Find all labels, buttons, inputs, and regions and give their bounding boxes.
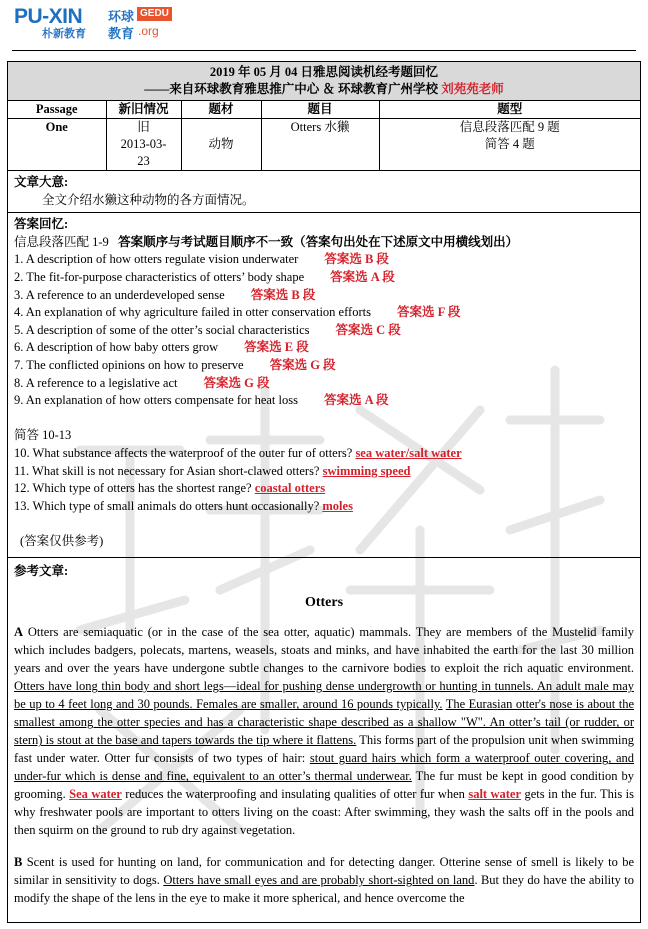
title-line1: 2019 年 05 月 04 日雅思阅读机经考题回忆 <box>209 65 439 79</box>
answer-text: swimming speed <box>322 463 411 478</box>
answers-note: (答案仅供参考) <box>20 533 104 548</box>
spacer <box>14 410 634 428</box>
meta-topic: Otters 水獭 <box>261 119 379 171</box>
answer-item-5 <box>14 322 634 340</box>
answer-text: 答案选 E 段 <box>244 340 309 355</box>
question-text: 9. An explanation of how otters compensate for heat loss <box>14 393 298 408</box>
answer-item-13 <box>14 498 634 516</box>
article-paragraph-b: B Scent is used for hunting on land, for communication and for detecting danger. Otterine sense of smell is likely to be similar in sensitivity to dogs. Otters have small eyes and are probably short-sighted on land. But they do have the ability to modify the shape of the lens in the eye to make it more spherical, and hence overcome the <box>14 855 635 906</box>
title-block <box>8 62 640 101</box>
answers-heading: 答案回忆: <box>14 217 69 232</box>
meta-table <box>8 101 640 170</box>
question-text: 6. A description of how baby otters grow <box>14 340 219 355</box>
meta-header-subject: 题材 <box>181 101 261 119</box>
puxin-logo-subtext: 朴新教育 <box>42 27 86 40</box>
summary-text: 全文介绍水獭这种动物的各方面情况。 <box>42 192 255 207</box>
part1-label: 信息段落匹配 1-9 <box>14 234 109 249</box>
answer-item-11 <box>14 463 634 481</box>
page-header <box>0 0 648 52</box>
meta-subject <box>181 119 261 171</box>
title-teacher: 刘苑苑老师 <box>441 82 504 96</box>
puxin-logo <box>14 6 98 40</box>
gedu-logo-badge: GEDU <box>137 7 172 21</box>
puxin-logo-text: PU-XIN <box>14 5 83 28</box>
article-title: Otters <box>304 595 344 611</box>
answer-item-2 <box>14 269 634 287</box>
meta-header-passage: Passage <box>8 101 106 119</box>
answer-text: 答案选 B 段 <box>250 287 316 302</box>
gedu-logo-org: .org <box>138 24 159 38</box>
question-text: 12. Which type of otters has the shortest range? <box>14 481 252 496</box>
question-text: 3. A reference to an underdeveloped sense <box>14 287 225 302</box>
answer-text: coastal otters <box>254 481 326 496</box>
meta-status <box>106 119 181 171</box>
answer-item-10 <box>14 445 634 463</box>
meta-header-type: 题型 <box>379 101 640 119</box>
document-frame <box>7 61 641 923</box>
answer-text: moles <box>322 498 353 513</box>
article-heading: 参考文章: <box>14 564 69 579</box>
meta-header-topic: 题目 <box>261 101 379 119</box>
meta-passage: One <box>8 119 106 171</box>
question-text: 11. What skill is not necessary for Asian short-clawed otters? <box>14 463 320 478</box>
answer-text: 答案选 A 段 <box>323 393 389 408</box>
answer-item-9 <box>14 392 634 410</box>
header-divider <box>12 50 636 51</box>
answer-text: 答案选 B 段 <box>324 252 389 267</box>
answer-text: 答案选 F 段 <box>396 305 461 320</box>
meta-status-line1: 旧 <box>137 120 150 134</box>
answer-item-6 <box>14 339 634 357</box>
part1-heading <box>14 234 634 252</box>
part1-note: 答案顺序与考试题目顺序不一致（答案句出处在下述原文中用横线划出） <box>118 234 519 249</box>
answer-text: 答案选 A 段 <box>330 269 395 284</box>
answers-section <box>8 212 640 557</box>
answer-text: 答案选 G 段 <box>203 375 270 390</box>
meta-subject-text: 动物 <box>208 137 234 151</box>
answer-item-12 <box>14 480 634 498</box>
article-section <box>8 557 640 922</box>
meta-status-line2: 2013-03- <box>120 137 167 151</box>
question-text: 10. What substance affects the waterproof of the outer fur of otters? <box>14 445 353 460</box>
question-text: 2. The fit-for-purpose characteristics of otters’ body shape <box>14 269 305 284</box>
spacer <box>14 515 634 533</box>
meta-type-line1: 信息段落匹配 9 题 <box>459 120 560 134</box>
title-source: ——来自环球教育雅思推广中心 ＆ 环球教育广州学校 <box>144 82 439 96</box>
meta-status-line3: 23 <box>137 154 150 168</box>
answer-item-8 <box>14 375 634 393</box>
meta-header-status: 新旧情况 <box>106 101 181 119</box>
question-text: 5. A description of some of the otter’s social characteristics <box>14 322 310 337</box>
answer-item-1 <box>14 251 634 269</box>
question-text: 13. Which type of small animals do otters hunt occasionally? <box>14 498 320 513</box>
question-text: 8. A reference to a legislative act <box>14 375 178 390</box>
answer-item-4 <box>14 304 634 322</box>
question-text: 4. An explanation of why agriculture failed in otter conservation efforts <box>14 305 371 320</box>
part2-label: 简答 10-13 <box>14 428 72 443</box>
article-paragraph-a: A Otters are semiaquatic (or in the case of the sea otter, aquatic) mammals. They are members of the Mustelid family which includes badgers, polecats, martens, weasels, stoats and minks, and have inhabited the earth for the last 30 million years and over the years have undergone subtle changes to the carnivore bodies to exploit the rich aquatic environment. Otters have long thin body and short legs—ideal for pushing dense undergrowth or hunting in tunnels. An adult male may be up to 4 feet long and 30 pounds. Females are smaller, around 16 pounds typically. The Eurasian otter's nose is about the smallest among the otter species and has a characteristic shape described as a shallow "W". An otter’s tail (or rudder, or stern) is stout at the base and tapers towards the tip where it flattens. This forms part of the propulsion unit when swimming fast under water. Otter fur consists of two types of hair: stout guard hairs which form a waterproof outer covering, and under-fur which is dense and fine, equivalent to an otter’s thermal underwear. The fur must be kept in good condition by grooming. Sea water reduces the waterproofing and insulating qualities of otter fur when salt water gets in the fur. This is why freshwater pools are important to otters living on the coast: After swimming, they wash the salts off in the pools and then squirm on the ground to rub dry against vegetation. <box>14 625 635 838</box>
gedu-logo <box>108 6 178 40</box>
meta-header-row <box>8 101 640 119</box>
answer-text: 答案选 G 段 <box>269 357 336 372</box>
answer-item-3 <box>14 287 634 305</box>
answer-item-7 <box>14 357 634 375</box>
meta-type <box>379 119 640 171</box>
meta-value-row <box>8 119 640 171</box>
summary-section <box>8 170 640 212</box>
answer-text: 答案选 C 段 <box>335 322 401 337</box>
title-line2 <box>8 81 640 98</box>
gedu-logo-line1: 环球 <box>108 10 135 25</box>
answer-text: sea water/salt water <box>355 445 462 460</box>
gedu-logo-line2: 教育 <box>108 27 135 42</box>
summary-heading: 文章大意: <box>14 175 69 189</box>
question-text: 7. The conflicted opinions on how to preserve <box>14 357 244 372</box>
question-text: 1. A description of how otters regulate vision underwater <box>14 252 299 267</box>
meta-type-line2: 简答 4 题 <box>484 137 535 151</box>
